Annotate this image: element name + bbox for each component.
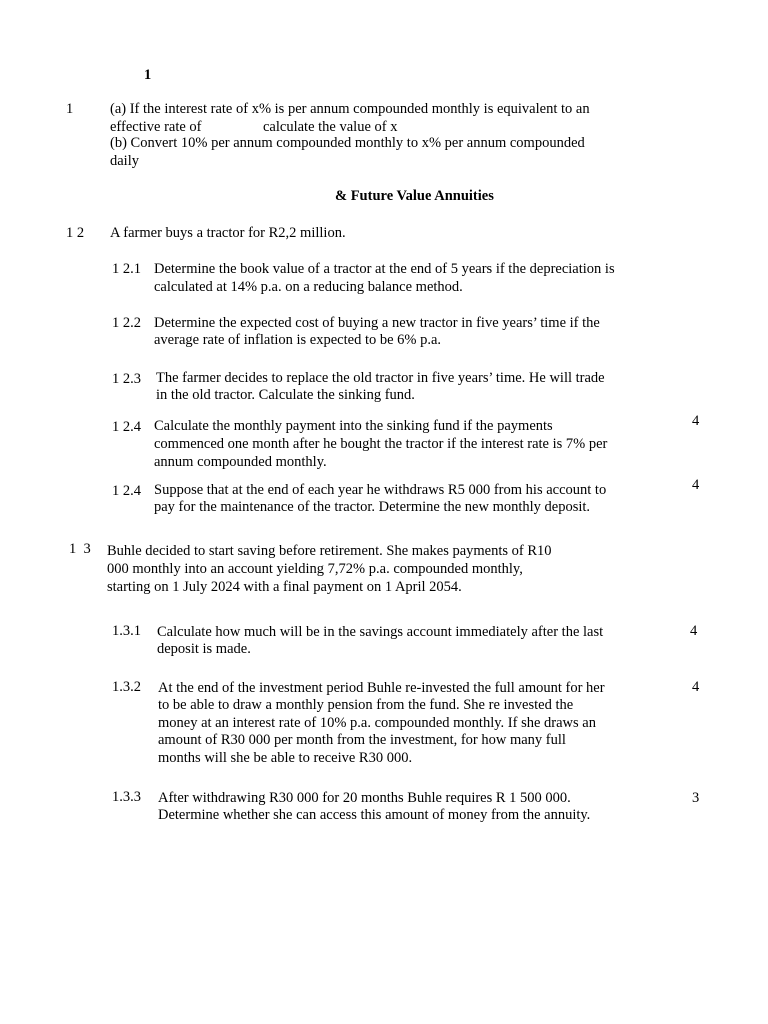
sub-question-text-line: calculated at 14% p.a. on a reducing balance method. (154, 279, 463, 295)
sub-question-text-line: Suppose that at the end of each year he withdraws R5 000 from his account to (154, 482, 607, 498)
question-text-line: calculate the value of x (263, 119, 398, 135)
sub-question-number: 1 2.2 (112, 315, 141, 331)
sub-question-text-line: At the end of the investment period Buhle re-invested the full amount for her (158, 680, 605, 696)
sub-question-text-line: money at an interest rate of 10% p.a. compounded monthly. If she draws an (158, 715, 596, 731)
sub-question-text-line: Determine the expected cost of buying a new tractor in five years’ time if the (154, 315, 600, 331)
question-number: 1 3 (69, 541, 91, 557)
sub-question-text-line: Determine whether she can access this amount of money from the annuity. (158, 807, 591, 823)
marks: 4 (690, 623, 698, 639)
question-stem: A farmer buys a tractor for R2,2 million. (110, 225, 346, 241)
sub-question-number: 1 2.1 (112, 261, 141, 277)
section-heading: & Future Value Annuities (335, 188, 494, 204)
sub-question-text-line: to be able to draw a monthly pension from the fund. She re invested the (158, 697, 574, 713)
sub-question-text-line: in the old tractor. Calculate the sinking fund. (156, 387, 415, 403)
question-text-line: (b) Convert 10% per annum compounded monthly to x% per annum compounded (110, 135, 585, 151)
marks: 4 (692, 477, 700, 493)
sub-question-number: 1.3.1 (112, 623, 141, 639)
sub-question-text-line: months will she be able to receive R30 000. (158, 750, 413, 766)
marks: 3 (692, 790, 700, 806)
sub-question-text-line: pay for the maintenance of the tractor. Determine the new monthly deposit. (154, 499, 591, 515)
sub-question-text-line: Calculate the monthly payment into the sinking fund if the payments (154, 418, 553, 434)
question-stem-line: Buhle decided to start saving before retirement. She makes payments of R10 (107, 543, 552, 559)
question-stem-line: 000 monthly into an account yielding 7,72% p.a. compounded monthly, (107, 561, 523, 577)
sub-question-text-line: commenced one month after he bought the tractor if the interest rate is 7% per (154, 436, 608, 452)
sub-question-number: 1.3.2 (112, 679, 141, 695)
sub-question-number: 1 2.4 (112, 483, 141, 499)
marks: 4 (692, 413, 700, 429)
sub-question-text-line: average rate of inflation is expected to be 6% p.a. (154, 332, 442, 348)
sub-question-text-line: amount of R30 000 per month from the investment, for how many full (158, 732, 566, 748)
question-stem-line: starting on 1 July 2024 with a final payment on 1 April 2054. (107, 579, 462, 595)
sub-question-text-line: Calculate how much will be in the savings account immediately after the last (157, 624, 604, 640)
question-text-line: (a) If the interest rate of x% is per annum compounded monthly is equivalent to an (110, 101, 590, 117)
sub-question-text-line: annum compounded monthly. (154, 454, 327, 470)
sub-question-number: 1.3.3 (112, 789, 141, 805)
question-text-line: effective rate of (110, 119, 202, 135)
question-number: 1 2 (66, 225, 85, 241)
question-text-line: daily (110, 153, 139, 169)
question-number: 1 (66, 101, 74, 117)
page-number: 1 (144, 67, 152, 83)
sub-question-number: 1 2.3 (112, 371, 141, 387)
marks: 4 (692, 679, 700, 695)
sub-question-number: 1 2.4 (112, 419, 141, 435)
sub-question-text-line: The farmer decides to replace the old tractor in five years’ time. He will trade (156, 370, 605, 386)
sub-question-text-line: deposit is made. (157, 641, 251, 657)
sub-question-text-line: After withdrawing R30 000 for 20 months Buhle requires R 1 500 000. (158, 790, 571, 806)
sub-question-text-line: Determine the book value of a tractor at the end of 5 years if the depreciation is (154, 261, 615, 277)
